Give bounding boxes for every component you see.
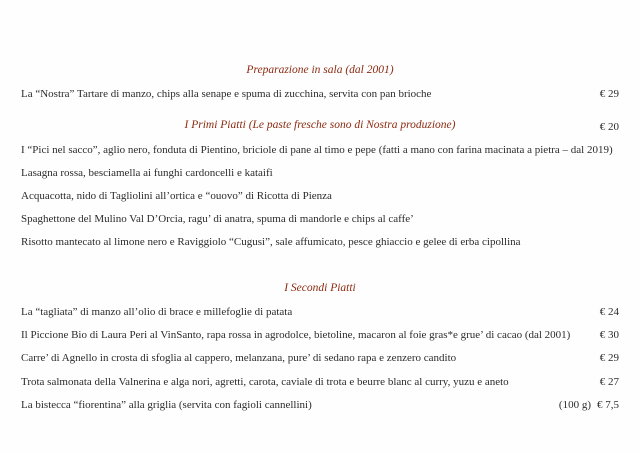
menu-item <box>21 86 621 102</box>
dish-price: € 29 <box>599 88 619 100</box>
menu-item <box>21 327 621 343</box>
menu-item <box>21 142 621 158</box>
menu-item <box>21 397 621 413</box>
dish-price-group <box>559 397 619 413</box>
dish-name: Carre’ di Agnello in crosta di sfoglia al cappero, melanzana, pure’ di sedano rapa e zenzero candito <box>21 352 457 364</box>
menu-item <box>21 350 621 366</box>
section-heading-preparazione: Preparazione in sala (dal 2001) <box>246 64 394 76</box>
dish-name: Risotto mantecato al limone nero e Raviggiolo “Cugusi”, sale affumicato, pesce ghiaccio e gelee di erba cipollina <box>21 236 521 248</box>
menu-item <box>21 374 621 390</box>
menu-item <box>21 165 621 181</box>
dish-name: Trota salmonata della Valnerina e alga nori, agretti, carota, caviale di trota e beurre blanc al curry, yuzu e aneto <box>21 376 509 388</box>
dish-price: € 29 <box>599 352 619 364</box>
section-heading-primi: I Primi Piatti (Le paste fresche sono di Nostra produzione) <box>184 119 456 131</box>
dish-price: € 30 <box>599 329 619 341</box>
dish-price: € 27 <box>599 376 619 388</box>
dish-price: € 24 <box>599 306 619 318</box>
dish-name: Il Piccione Bio di Laura Peri al VinSanto, rapa rossa in agrodolce, bietoline, macaron al foie gras*e grue’ di cacao (dal 2001) <box>21 329 571 341</box>
dish-quantity: (100 g) <box>558 399 591 411</box>
dish-name: La bistecca “fiorentina” alla griglia (servita con fagioli cannellini) <box>21 399 312 411</box>
menu-item <box>21 188 621 204</box>
dish-name: La “tagliata” di manzo all’olio di brace e millefoglie di patata <box>21 306 293 318</box>
dish-name: Spaghettone del Mulino Val D’Orcia, ragu’ di anatra, spuma di mandorle e chips al caffe’ <box>21 213 414 225</box>
dish-name: Lasagna rossa, besciamella ai funghi cardoncelli e kataifi <box>21 167 273 179</box>
menu-item <box>21 234 621 250</box>
menu-item <box>21 304 621 320</box>
dish-price: € 7,5 <box>597 399 619 411</box>
dish-name: La “Nostra” Tartare di manzo, chips alla senape e spuma di zucchina, servita con pan brioche <box>21 88 432 100</box>
menu-item <box>21 211 621 227</box>
dish-name: I “Pici nel sacco”, aglio nero, fonduta di Pientino, briciole di pane al timo e pepe (fatti a mano con farina macinata a pietra – dal 2019) <box>21 144 613 156</box>
section-heading-secondi: I Secondi Piatti <box>284 282 356 294</box>
dish-name: Acquacotta, nido di Tagliolini all’ortica e “ouovo” di Ricotta di Pienza <box>21 190 332 202</box>
section-price-primi: € 20 <box>599 121 619 133</box>
